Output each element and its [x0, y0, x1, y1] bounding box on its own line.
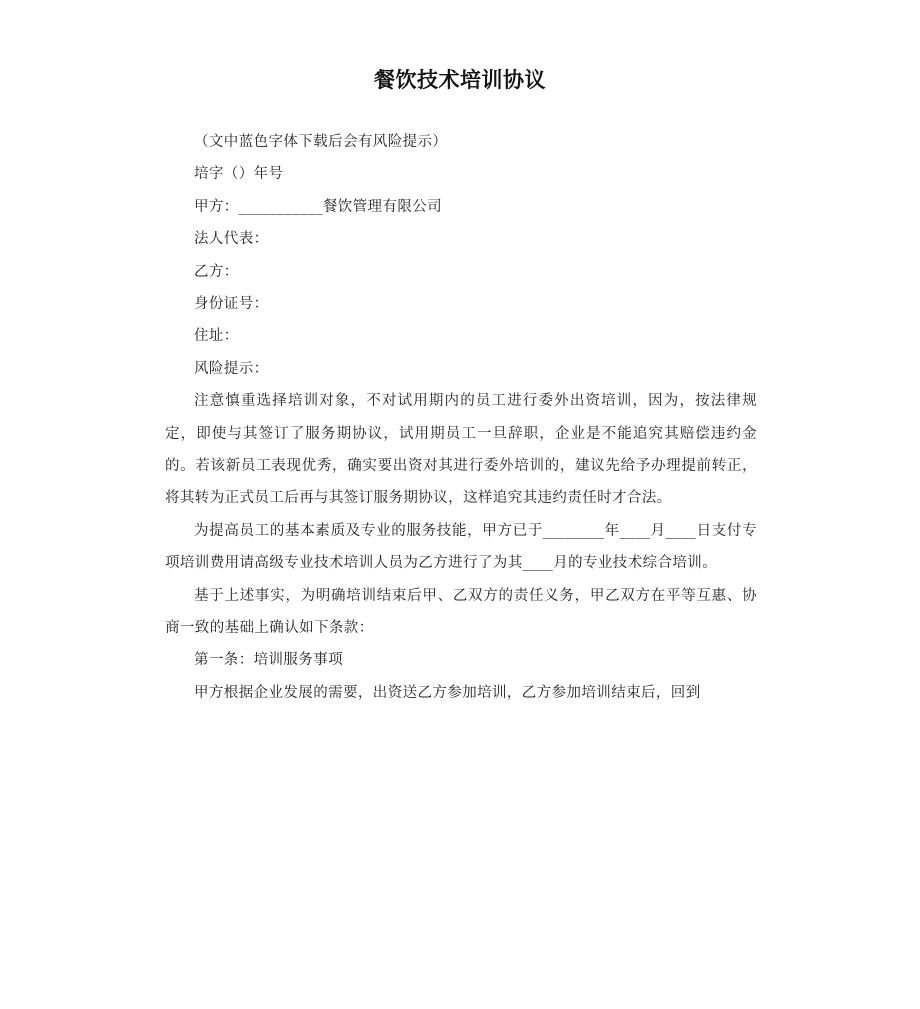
agreement-basis-paragraph: 基于上述事实，为明确培训结束后甲、乙双方的责任义务，甲乙双方在平等互惠、协商一致的基础上确认如下条款：	[165, 587, 757, 636]
note-line: （文中蓝色字体下载后会有风险提示）	[194, 134, 448, 150]
id-number-line: 身份证号：	[194, 295, 269, 312]
article-one-text: 甲方根据企业发展的需要，出资送乙方参加培训，乙方参加培训结束后，回到	[194, 684, 701, 701]
risk-notice-heading: 风险提示：	[194, 360, 269, 377]
party-a-line: 甲方：___________餐饮管理有限公司	[194, 198, 443, 215]
address-line: 住址：	[194, 328, 239, 345]
document-body	[165, 126, 757, 709]
risk-notice-paragraph: 注意慎重选择培训对象，不对试用期内的员工进行委外出资培训，因为，按法律规定，即使与其签订了服务期协议，试用期员工一旦辞职，企业是不能追究其赔偿违约金的。若该新员工表现优秀，确实要出资对其进行委外培训的，建议先给予办理提前转正，将其转为正式员工后再与其签订服务期协议，这样追究其违约责任时才合法。	[165, 393, 757, 507]
article-one-heading: 第一条：培训服务事项	[194, 652, 343, 669]
legal-representative-line: 法人代表：	[194, 231, 269, 248]
training-number-line: 培字（）年号	[194, 166, 284, 183]
document-title: 餐饮技术培训协议	[374, 68, 546, 92]
training-fact-paragraph: 为提高员工的基本素质及专业的服务技能，甲方已于________年____月____日支付专项培训费用请高级专业技术培训人员为乙方进行了为其____月的专业技术综合培训。	[165, 522, 757, 572]
party-b-line: 乙方：	[194, 263, 239, 280]
